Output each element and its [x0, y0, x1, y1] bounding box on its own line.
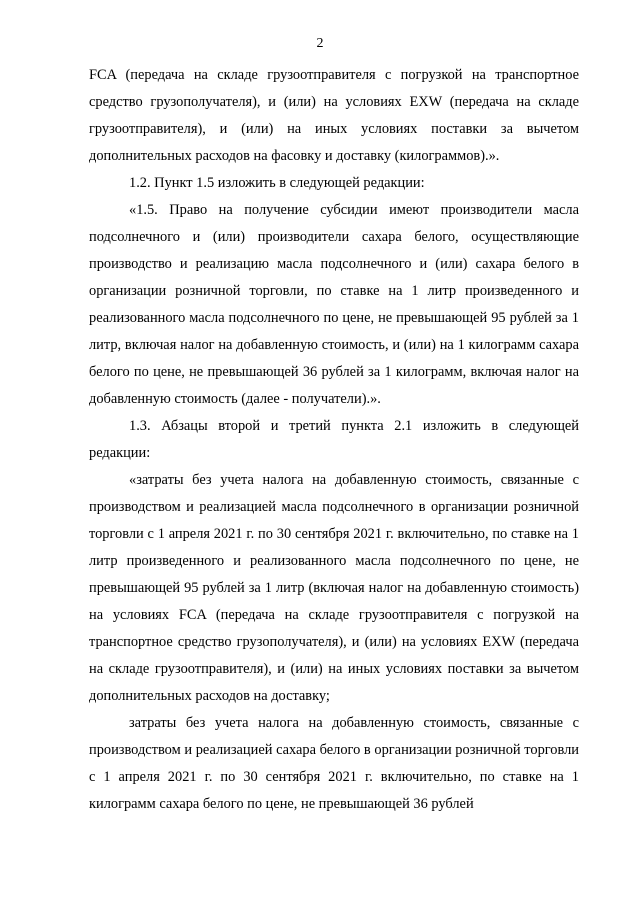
- paragraph-1-3: 1.3. Абзацы второй и третий пункта 2.1 изложить в следующей редакции:: [89, 418, 579, 461]
- paragraph-1-2: 1.2. Пункт 1.5 изложить в следующей редакции:: [129, 175, 425, 191]
- paragraph-fca-continuation: FCA (передача на складе грузоотправителя с погрузкой на транспортное средство грузополучателя), и (или) на условиях EXW (передача на складе грузоотправителя), и (или) на иных условиях поставки за вычетом дополнительных расходов на фасовку и доставку (килограммов).».: [89, 67, 579, 164]
- paragraph-sunflower-oil-costs: «затраты без учета налога на добавленную стоимость, связанные с производством и реализацией масла подсолнечного в организации розничной торговли с 1 апреля 2021 г. по 30 сентября 2021 г. включительно, по ставке на 1 литр произведенного и реализованного масла подсолнечного по цене, не превышающей 95 рублей за 1 литр (включая налог на добавленную стоимость) на условиях FCA (передача на складе грузоотправителя с погрузкой на транспортное средство грузополучателя), и (или) на условиях EXW (передача на складе грузоотправителя), и (или) на иных условиях поставки за вычетом дополнительных расходов на доставку;: [89, 472, 579, 704]
- document-body: [89, 62, 579, 818]
- page-number: 2: [316, 36, 324, 51]
- paragraph-1-5-quote: «1.5. Право на получение субсидии имеют производители масла подсолнечного и (или) производители сахара белого, осуществляющие производство и реализацию масла подсолнечного и (или) сахара белого в организации розничной торговли, по ставке на 1 литр произведенного и реализованного масла подсолнечного по цене, не превышающей 95 рублей за 1 литр, включая налог на добавленную стоимость, и (или) на 1 килограмм сахара белого по цене, не превышающей 36 рублей за 1 килограмм, включая налог на добавленную стоимость (далее - получатели).».: [89, 202, 579, 407]
- paragraph-white-sugar-costs: затраты без учета налога на добавленную стоимость, связанные с производством и реализацией сахара белого в организации розничной торговли с 1 апреля 2021 г. по 30 сентября 2021 г. включительно, по ставке на 1 килограмм сахара белого по цене, не превышающей 36 рублей: [89, 715, 579, 812]
